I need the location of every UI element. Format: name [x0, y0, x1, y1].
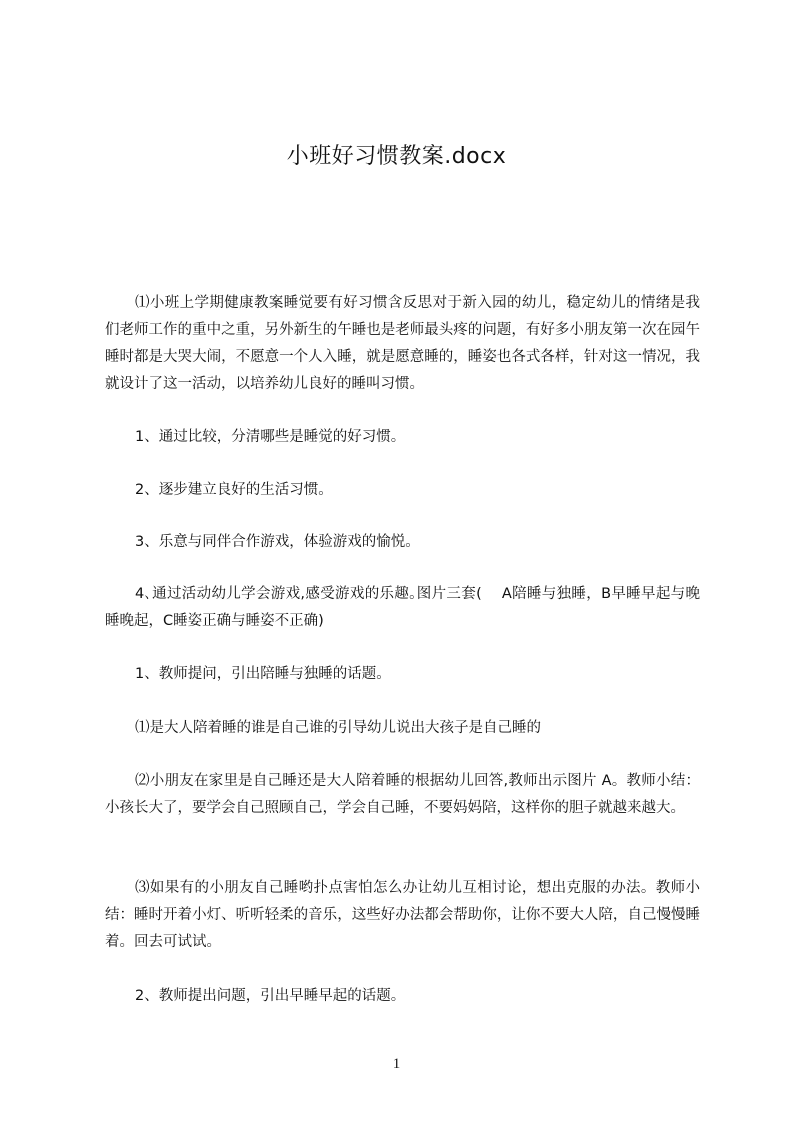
step-1-question-3: ⑶如果有的小朋友自己睡哟扑点害怕怎么办让幼儿互相讨论，想出克服的办法。教师小结：睡时开着小灯、听听轻柔的音乐，这些好办法都会帮助你，让你不要大人陪，自己慢慢睡着。回去可试试。 [105, 880, 700, 950]
goal-item-1: 1、通过比较，分清哪些是睡觉的好习惯。 [135, 429, 406, 445]
step-2-heading: 2、教师提出问题，引出早睡早起的话题。 [135, 988, 406, 1004]
step-1-question-2: ⑵小朋友在家里是自己睡还是大人陪着睡的根据幼儿回答,教师出示图片 A。教师小结：小孩长大了，要学会自己照顾自己，学会自己睡，不要妈妈陪，这样你的胆子就越来越大。 [105, 773, 700, 816]
document-title: 小班好习惯教案.docx [286, 144, 507, 169]
step-1-question-1: ⑴是大人陪着睡的谁是自己谁的引导幼儿说出大孩子是自己睡的 [135, 720, 541, 736]
goal-item-2: 2、逐步建立良好的生活习惯。 [135, 482, 333, 498]
goal-item-4-materials: 4､通过活动幼儿学会游戏,感受游戏的乐趣｡图片三套( A陪睡与独睡，B早睡早起与晚睡晚起，C睡姿正确与睡姿不正确) [105, 586, 700, 629]
intro-paragraph: ⑴小班上学期健康教案睡觉要有好习惯含反思对于新入园的幼儿，稳定幼儿的情绪是我们老师工作的重中之重，另外新生的午睡也是老师最头疼的问题，有好多小朋友第一次在园午睡时都是大哭大闹，不愿意一个人入睡，就是愿意睡的，睡姿也各式各样，针对这一情况，我就设计了这一活动，以培养幼儿良好的睡叫习惯。 [105, 295, 700, 392]
goal-item-3: 3、乐意与同伴合作游戏，体验游戏的愉悦。 [135, 534, 420, 550]
page-number: 1 [392, 1056, 401, 1072]
step-1-heading: 1、教师提问，引出陪睡与独睡的话题。 [135, 666, 391, 682]
